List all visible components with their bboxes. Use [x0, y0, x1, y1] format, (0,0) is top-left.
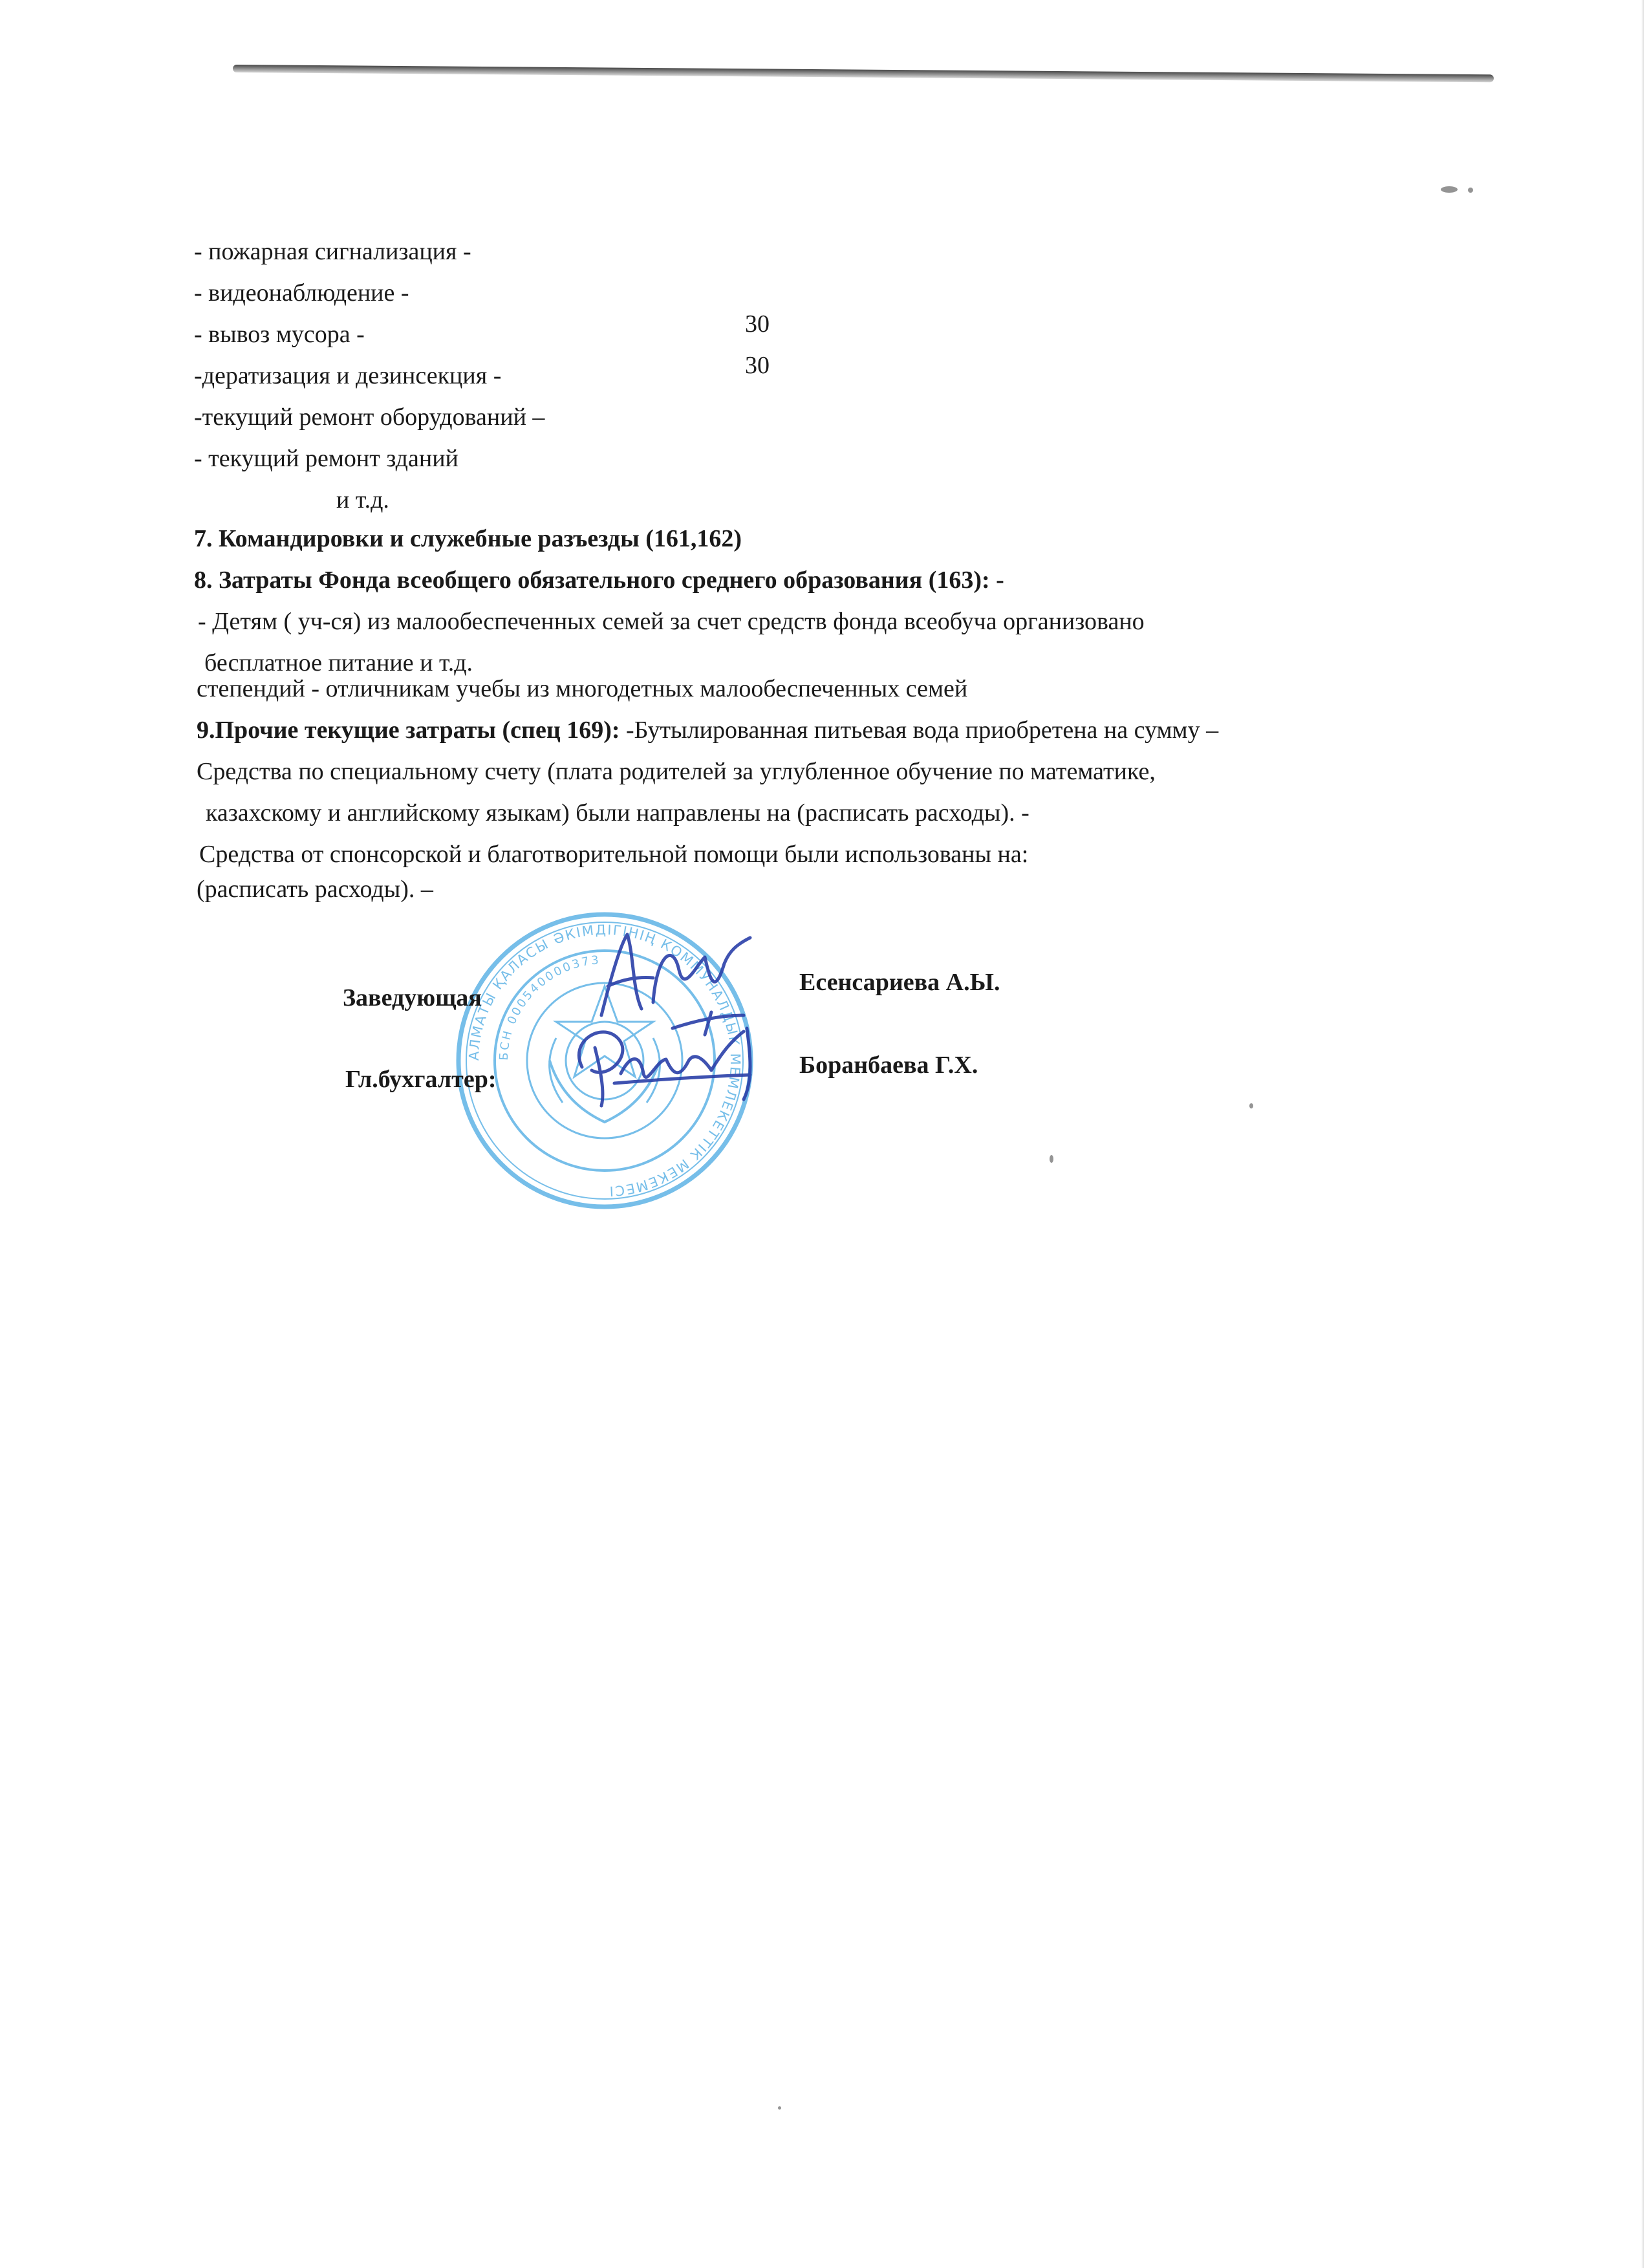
scan-speck — [1441, 186, 1458, 193]
section-7-heading: 7. Командировки и служебные разъезды (161,162) — [194, 525, 742, 552]
stamp-inner-text: БСН 000540000373 — [497, 953, 601, 1061]
expense-item-building-repair — [194, 444, 458, 473]
head-title: Заведующая — [343, 984, 482, 1011]
section-9-text: -Бутылированная питьевая вода приобретена на сумму – — [620, 717, 1219, 744]
head-name: Есенсариева А.Ы. — [799, 969, 1000, 996]
expense-item-label: - пожарная сигнализация - — [194, 238, 471, 265]
scan-speck — [1249, 1103, 1253, 1108]
expense-item-label: - видеонаблюдение - — [194, 279, 409, 307]
accountant-signature-icon — [556, 1009, 770, 1119]
scan-page-edge — [233, 65, 1494, 82]
expense-item-equipment-repair — [194, 402, 544, 432]
section-8-line: бесплатное питание и т.д. — [204, 649, 473, 676]
expense-item-pest — [194, 361, 501, 391]
expense-item-video — [194, 278, 409, 308]
section-9-heading: 9.Прочие текущие затраты (спец 169): — [197, 717, 620, 744]
expense-item-fire-alarm — [194, 237, 471, 266]
scan-speck — [1050, 1155, 1053, 1163]
accountant-title: Гл.бухгалтер: — [345, 1066, 497, 1093]
section-8-line: степендий - отличникам учебы из многодетных малообеспеченных семей — [197, 675, 968, 702]
sponsor-line: Средства от спонсорской и благотворительной помощи были использованы на: — [199, 841, 1029, 868]
sponsor-line: (расписать расходы). – — [197, 876, 433, 903]
special-account-line: Средства по специальному счету (плата родителей за углубленное обучение по математике, — [197, 758, 1156, 785]
expense-item-label: -текущий ремонт оборудований – — [194, 404, 545, 431]
expense-item-label: - текущий ремонт зданий — [194, 445, 458, 472]
etc-text: и т.д. — [336, 486, 389, 513]
scan-speck — [1468, 188, 1473, 193]
scan-right-shadow — [1641, 0, 1644, 2268]
expense-item-label: -дератизация и дезинсекция - — [194, 362, 502, 389]
expense-item-label: - вывоз мусора - — [194, 321, 365, 348]
accountant-name: Боранбаева Г.Х. — [799, 1052, 978, 1079]
expense-item-garbage-amount: 30 — [745, 310, 770, 338]
scan-speck — [778, 2106, 781, 2110]
expense-item-pest-amount: 30 — [745, 352, 770, 379]
section-8-line: - Детям ( уч-ся) из малообеспеченных семей за счет средств фонда всеобуча организовано — [198, 608, 1145, 635]
section-8-heading: 8. Затраты Фонда всеобщего обязательного среднего образования (163): - — [194, 567, 1004, 594]
expense-item-garbage — [194, 319, 365, 349]
section-9-row — [197, 715, 1218, 745]
special-account-line: казахскому и английскому языкам) были направлены на (расписать расходы). - — [206, 799, 1029, 826]
stamp-outer-text: АЛМАТЫ ҚАЛАСЫ ӘКІМДІГІНІҢ КОММУНАЛДЫҚ МЕМЛЕКЕТТІК МЕКЕМЕСІ — [466, 922, 744, 1199]
